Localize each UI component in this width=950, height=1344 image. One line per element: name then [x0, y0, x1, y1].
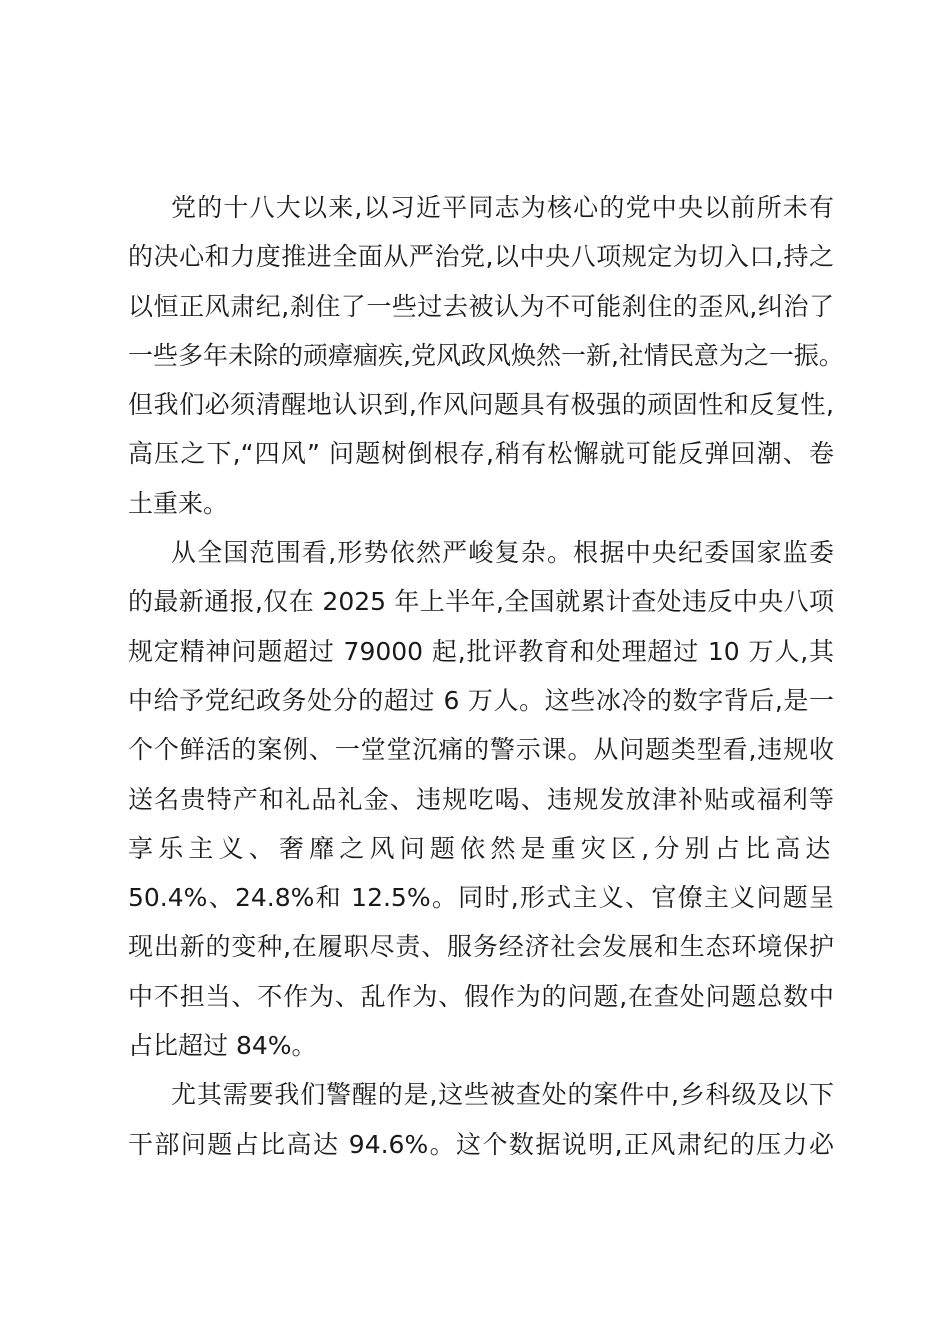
paragraph-3: [128, 1075, 834, 1174]
text-line: 但我们必须清醒地认识到,作风问题具有极强的顽固性和反复性,: [128, 390, 834, 420]
text-line: 中不担当、不作为、乱作为、假作为的问题,在查处问题总数中: [128, 981, 834, 1011]
text-line: 规定精神问题超过 79000 起,批评教育和处理超过 10 万人,其: [128, 636, 834, 666]
text-line: 送名贵特产和礼品礼金、违规吃喝、违规发放津补贴或福利等: [128, 784, 834, 814]
text-line: 一些多年未除的顽瘴痼疾,党风政风焕然一新,社情民意为之一振。: [128, 340, 844, 370]
text-line: 土重来。: [128, 488, 229, 518]
text-line: 高压之下,“四风” 问题树倒根存,稍有松懈就可能反弹回潮、卷: [128, 439, 834, 469]
text-line: 的决心和力度推进全面从严治党,以中央八项规定为切入口,持之: [128, 242, 834, 272]
text-line: 以恒正风肃纪,刹住了一些过去被认为不可能刹住的歪风,纠治了: [128, 291, 834, 321]
paragraph-1: [128, 188, 844, 533]
text-line: 占比超过 84%。: [128, 1031, 317, 1061]
text-line: 尤其需要我们警醒的是,这些被查处的案件中,乡科级及以下: [171, 1080, 834, 1110]
text-line: 50.4%、24.8%和 12.5%。同时,形式主义、官僚主义问题呈: [128, 883, 834, 913]
paragraph-2: [128, 533, 834, 1075]
text-line: 中给予党纪政务处分的超过 6 万人。这些冰冷的数字背后,是一: [128, 685, 834, 715]
text-line: 享乐主义、奢靡之风问题依然是重灾区,分别占比高达: [128, 833, 834, 863]
text-line: 现出新的变种,在履职尽责、服务经济社会发展和生态环境保护: [128, 932, 834, 962]
text-line: 的最新通报,仅在 2025 年上半年,全国就累计查处违反中央八项: [128, 587, 834, 617]
text-line: 从全国范围看,形势依然严峻复杂。根据中央纪委国家监委: [171, 538, 834, 568]
text-line: 党的十八大以来,以习近平同志为核心的党中央以前所未有: [171, 193, 834, 222]
text-line: 个个鲜活的案例、一堂堂沉痛的警示课。从问题类型看,违规收: [128, 735, 834, 765]
document-body: [128, 188, 844, 1174]
text-line: 干部问题占比高达 94.6%。这个数据说明,正风肃纪的压力必: [128, 1129, 834, 1159]
